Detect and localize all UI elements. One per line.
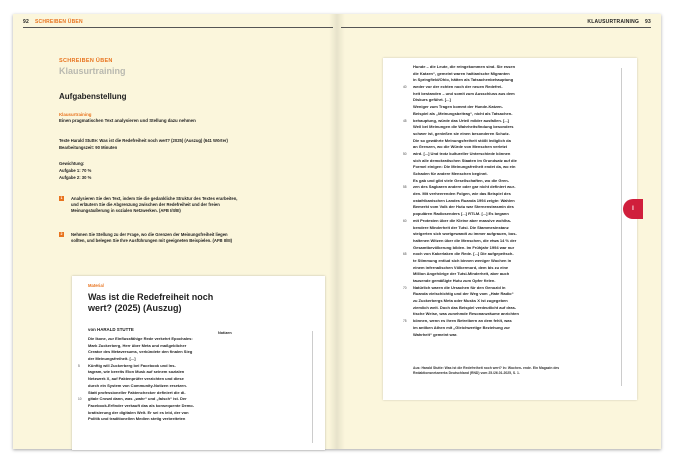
- text-line: [88, 369, 214, 376]
- text-line: [413, 131, 561, 138]
- line-number: 55: [403, 185, 407, 190]
- line-text: an Grenzen, wo die Würde von Menschen verletzt: [413, 144, 508, 150]
- task-line: Analysieren Sie den Text, indem Sie die gedankliche Struktur des Textes erarbeiten,: [71, 196, 238, 201]
- text-line: [413, 158, 561, 165]
- task-line: Nehmen Sie Stellung zu der Frage, wo die Grenzen der Meinungsfreiheit liegen: [71, 232, 228, 237]
- line-text: te Stimmung entlud sich binnen weniger Wochen in: [413, 257, 512, 263]
- text-line: [413, 144, 561, 151]
- line-text: im antiken Athen mit „Gleichwertige Beziehung zur: [413, 324, 510, 330]
- line-text: Gesamtbevölkerung bilden. Im Frühjahr 1994 war nur: [413, 244, 515, 250]
- text-line: [413, 171, 561, 178]
- line-text: Mark Zuckerberg, Herr über Meta und maßgeblicher: [88, 342, 187, 348]
- text-line: [403, 150, 561, 158]
- text-line: [413, 124, 561, 131]
- line-text: Künftig will Zuckerberg bei Facebook und Ins-: [88, 362, 176, 368]
- weighting-task-1: Aufgabe 1: 70 %: [59, 168, 92, 173]
- text-line: [413, 77, 561, 84]
- line-number: 10: [78, 397, 82, 402]
- line-number: 75: [403, 319, 407, 324]
- line-number: 5: [78, 363, 80, 368]
- line-text: ziemlich weit. Doch das Beispiel verdeutlicht auf dras-: [413, 304, 517, 310]
- text-line: [403, 318, 561, 325]
- line-text: Die so gewährte Meinungsfreiheit stößt lediglich da: [413, 137, 511, 143]
- line-text: wird. [...] Und trotz kultureller Unterschiede können: [413, 150, 511, 156]
- task-line: sollten, und belegen Sie Ihre Ausführungen mit geeigneten Beispielen. (AFB II/III): [71, 237, 233, 243]
- line-text: schwer ist, genießen sie einen besonderen Schutz.: [413, 130, 510, 136]
- line-text: die Katzen“, gemeint waren haitianische Migranten: [413, 70, 510, 76]
- weighting-task-2: Aufgabe 2: 30 %: [59, 175, 92, 180]
- continued-text-column: [403, 64, 561, 338]
- text-line: [413, 278, 561, 285]
- line-text: behauptung, würde das Urteil milder ausfallen. [...]: [413, 117, 510, 123]
- line-text: Statt professioneller Faktenchecker definiert die di-: [88, 389, 186, 395]
- text-line: [413, 111, 561, 118]
- text-line: [88, 416, 214, 423]
- text-line: [413, 225, 561, 232]
- line-text: durch ein System von Community-Notizen ersetzen.: [88, 382, 187, 388]
- line-text: Schaden für andere Menschen beginnt.: [413, 171, 488, 176]
- line-text: tagram, wie bereits Elon Musk auf seinem sozialen: [88, 369, 185, 375]
- text-line: [403, 217, 561, 225]
- line-text: Creator des Metaversums, verkündete den finalen Sieg: [88, 349, 193, 355]
- line-text: zen des Sagbaren andere oder gar nicht definiert wur-: [413, 184, 516, 190]
- task-number-badge: 2: [60, 232, 63, 236]
- text-line: [413, 231, 561, 238]
- header-rule-right: [341, 27, 651, 28]
- text-line: [413, 178, 561, 185]
- header-rule-left: [23, 27, 333, 28]
- task-2: [59, 232, 289, 244]
- text-line: [413, 305, 561, 312]
- text-line: [88, 349, 214, 356]
- notes-divider: [312, 331, 313, 443]
- line-text: zu Zuckerbergs Meta oder Musks X ist zugegeben: [413, 298, 508, 304]
- klausur-label: Klausurtraining: [59, 112, 92, 117]
- line-text: mit Protesten über die Kleine aber massive wohlha-: [413, 217, 512, 223]
- line-text: können, wenn es ihren Betreibern an dem fehlt, was: [413, 318, 512, 324]
- text-line: [413, 91, 561, 98]
- line-text: Bemerkt vom Volk der Hutu war Sternenstrasmin des: [413, 204, 514, 210]
- line-text: der Meinungsfreiheit. [...]: [88, 356, 136, 362]
- text-line: [403, 117, 561, 125]
- line-number: 40: [403, 85, 407, 90]
- notes-divider: [621, 68, 622, 386]
- text-line: [413, 265, 561, 272]
- line-number: 60: [403, 218, 407, 223]
- line-text: Hunde – die Leute, die reingekommen sind. Sie essen: [413, 64, 516, 69]
- task-line: und erläutern Sie die Abgrenzung zwischen der Redefreiheit und der freien: [71, 201, 220, 207]
- line-text: tische Weise, was zunehmde Resonanzräume anrichten: [413, 311, 519, 317]
- time-limit: Bearbeitungszeit: 90 Minuten: [59, 145, 118, 150]
- line-text: Es gab und gibt viele Gesellschaften, wo die Gren-: [413, 177, 510, 183]
- text-reference: Texte Harald Stutte: Was ist die Redefreiheit noch wert? (2025) (Auszug) (641 Wörter): [59, 138, 228, 143]
- line-text: noch von Kakerlaken die Rede. [...] Die aufgepeitsch-: [413, 251, 514, 257]
- text-line: [413, 271, 561, 278]
- text-line: [413, 311, 561, 318]
- weighting-label: Gewichtung:: [59, 161, 85, 166]
- klausur-subtitle: Einen pragmatischen Text analysieren und Stellung dazu nehmen: [59, 118, 196, 123]
- line-text: in Springfield/Ohio, hätten als Tatsachenbehauptung: [413, 77, 514, 83]
- text-line: [403, 84, 561, 91]
- text-line: [88, 336, 214, 343]
- running-head-right: [587, 19, 651, 25]
- task-number-badge: 1: [60, 196, 63, 200]
- line-text: gitale Crowd dann, was „wahr“ und „falsch“ ist. Der: [88, 396, 187, 402]
- text-line: [413, 291, 561, 298]
- line-text: kratisierung der digitalen Welt. Er sei es leid, der von: [88, 409, 189, 415]
- text-line: [413, 97, 561, 104]
- line-number: 50: [403, 151, 407, 156]
- line-text: Netzwerk X, auf Faktenprüfer verzichten und diese: [88, 376, 184, 382]
- text-line: [413, 71, 561, 78]
- right-page: [337, 14, 661, 449]
- text-line: [78, 362, 214, 370]
- text-line: [413, 164, 561, 171]
- text-line: [78, 396, 214, 403]
- text-line: [413, 191, 561, 198]
- line-text: steigerten sich wortgewandt zu immer aufgrauen, bos-: [413, 231, 517, 237]
- line-text: tausende gemäßigte Hutu zum Opfer fielen.: [413, 278, 496, 283]
- text-line: [413, 138, 561, 145]
- page-number-right: 93: [645, 19, 651, 25]
- text-line: [88, 343, 214, 350]
- running-head-left: [23, 19, 83, 25]
- text-line: [403, 184, 561, 191]
- line-text: Wahrheit“ gemeint war.: [413, 331, 458, 337]
- line-number: 65: [403, 252, 407, 257]
- task-heading: Aufgabenstellung: [59, 92, 127, 101]
- line-text: den. Mit verheerenden Folgen, wie das Beispiel des: [413, 191, 511, 197]
- book-spread: [13, 14, 661, 449]
- text-line: [88, 383, 214, 390]
- text-line: [413, 325, 561, 332]
- line-text: Formel einigen: Die Meinungsfreiheit endet da, wo ein: [413, 164, 516, 170]
- text-line: [413, 238, 561, 245]
- task-1: [59, 196, 289, 213]
- text-line: [413, 211, 561, 218]
- line-text: ostafrikanischen Landes Ruanda 1994 zeigte: Wahlen: [413, 197, 515, 203]
- text-line: [88, 403, 214, 410]
- line-text: Weniger zum Tragen kommt der Hunde-Katzen-: [413, 104, 503, 110]
- text-line: [413, 245, 561, 252]
- text-line: [413, 104, 561, 111]
- source-citation: Aus: Harald Stutte: Was ist die Redefreiheit noch wert? In: Wochen- ende. Ein Magazin des Redaktionsnetzwerks Deutschland (RND) vom 25./26.01.2025, S. 1.: [413, 366, 560, 375]
- text-line: [413, 332, 561, 339]
- text-line: [413, 64, 561, 71]
- line-text: haltenen Witzen über die Menschen, die etwa 14 % der: [413, 237, 517, 243]
- line-text: Natürlich waren die Ursachen für den Genozid in: [413, 284, 506, 290]
- text-line: [88, 410, 214, 417]
- line-text: Politik und traditionellen Medien stetig verbreiteten: [88, 416, 186, 422]
- running-head-right-label: KLAUSURTRAINING: [587, 19, 640, 25]
- task-line: Meinungsäußerung in sozialen Netzwerken. (AFB I/II/III): [71, 207, 181, 213]
- line-text: Million Angehörige der Tutsi-Minderheit, aber auch: [413, 271, 510, 277]
- section-label: SCHREIBEN ÜBEN: [59, 58, 113, 64]
- line-number: 45: [403, 118, 407, 123]
- material-box: [72, 276, 325, 450]
- text-line: [88, 376, 214, 383]
- material-body: [78, 336, 214, 423]
- line-text: Die Ikone, zur Einflussfähige Rede verkehrt Epochales:: [88, 336, 193, 341]
- line-number: 70: [403, 285, 407, 290]
- notes-label: Notizen: [218, 331, 232, 335]
- page-number-left: 92: [23, 19, 29, 25]
- text-line: [403, 284, 561, 292]
- line-text: sich alle demokratischen Staaten im Grundsatz auf die: [413, 157, 517, 163]
- section-title: Klausurtraining: [59, 66, 126, 76]
- chapter-tab[interactable]: I: [623, 199, 643, 219]
- material-label: Material: [88, 283, 104, 288]
- line-text: Diskurs geführt. [...]: [413, 97, 451, 103]
- text-line: [403, 251, 561, 258]
- line-text: Ruanda vielschichtig und der Weg vom „Hate Radio“: [413, 291, 514, 297]
- text-line: [413, 298, 561, 305]
- text-line: [88, 356, 214, 363]
- line-text: Facebook-Erfinder verkauft das als konsequente Demo-: [88, 402, 195, 408]
- line-text: heit bestanden – und somit zum Ausschluss aus dem: [413, 90, 515, 96]
- running-head-left-label: SCHREIBEN ÜBEN: [34, 19, 83, 25]
- line-text: bendere Minderheit der Tutsi. Die Stammesinstanz: [413, 224, 509, 230]
- line-text: weder vor der echten noch der neuen Redefrei-: [413, 84, 503, 90]
- line-text: einem infernalischen Völkermord, dem bis zu eine: [413, 264, 509, 270]
- text-line: [413, 258, 561, 265]
- material-author: von HARALD STUTTE: [88, 327, 134, 332]
- text-line: [88, 390, 214, 397]
- text-line: [413, 198, 561, 205]
- text-line: [413, 204, 561, 211]
- line-text: populären Radiosenders [...] RTLM. [...] Es begann: [413, 211, 509, 217]
- line-text: Beispiel als „Meinungsbeitrag“, nicht als Tatsachen-: [413, 110, 513, 116]
- material-title: Was ist die Redefreiheit noch wert? (2025) (Auszug): [88, 292, 214, 313]
- line-text: Weil bei Meinungen die Wahrheitsfindung besonders: [413, 124, 514, 130]
